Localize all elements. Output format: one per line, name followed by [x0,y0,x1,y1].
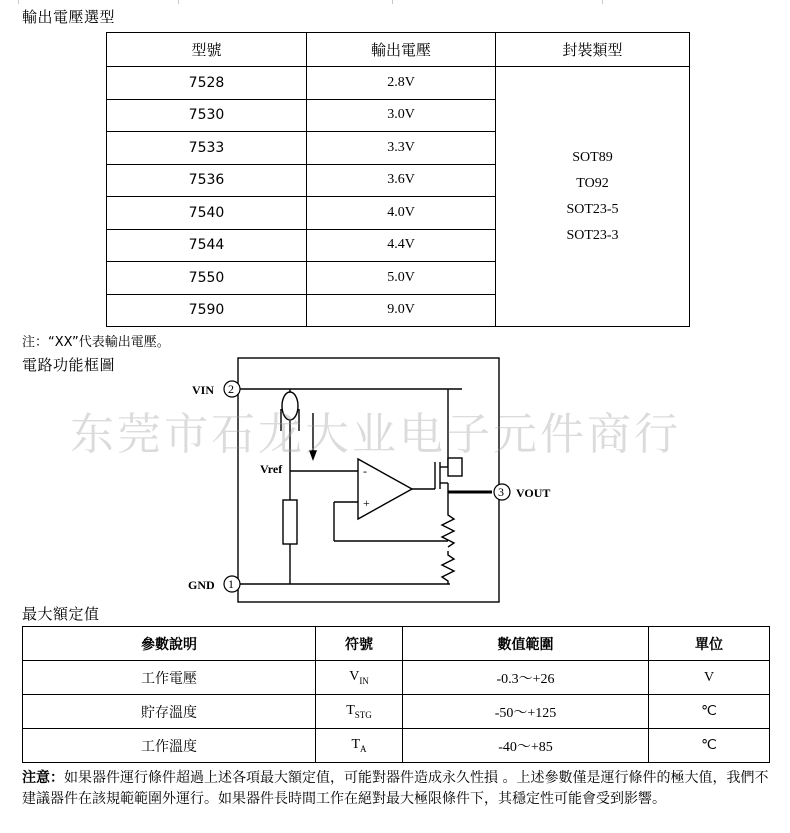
param-cell: 工作電壓 [23,661,316,695]
unit-cell: V [649,661,770,695]
model-cell: 7530 [107,99,307,132]
package-item: TO92 [576,175,609,191]
package-item: SOT23-5 [566,201,619,217]
divider-resistor-bottom [442,551,454,584]
pin-vout-number: 3 [498,485,504,499]
voltage-cell: 4.0V [307,197,496,230]
label-vref: Vref [260,462,283,476]
symbol-sub: IN [359,675,369,686]
symbol-main: V [349,669,360,685]
header-model: 型號 [107,33,307,67]
symbol-cell [316,695,403,729]
model-cell: 7550 [107,262,307,295]
section-title-max-ratings: 最大額定值 [22,605,100,623]
top-divider [0,0,790,4]
circuit-diagram [180,355,580,605]
model-cell: 7533 [107,132,307,165]
range-cell: -0.3～+26 [403,661,649,695]
symbol-main: T [351,737,361,753]
label-vout: VOUT [516,486,551,500]
voltage-cell: 3.0V [307,99,496,132]
symbol-sub: A [360,743,367,754]
pin-gnd-number: 1 [228,577,234,591]
pin-vin-number: 2 [228,382,234,396]
model-cell: 7590 [107,294,307,327]
header-unit: 單位 [649,627,770,661]
header-param: 參數說明 [23,627,316,661]
symbol-cell [316,661,403,695]
max-ratings-table [22,626,770,763]
voltage-cell: 4.4V [307,229,496,262]
model-cell: 7528 [107,67,307,100]
model-cell: 7540 [107,197,307,230]
package-item: SOT89 [572,149,613,165]
model-cell: 7536 [107,164,307,197]
watermark: 东莞市石龙大业电子元件商行 [70,409,681,460]
section-title-output-voltage: 輸出電壓選型 [22,8,116,26]
param-cell: 貯存溫度 [23,695,316,729]
resistor-symbol [283,500,297,544]
caution-label: 注意： [22,770,64,786]
label-gnd: GND [188,578,215,592]
caution-text: 如果器件運行條件超過上述各項最大額定值，可能對器件造成永久性損 。上述參數僅是運行條件的極大值，我們不建議器件在該規範範圍外運行。如果器件長時間工作在絕對最大極限條件下，其穩定性可能會受到影響。 [22,770,769,807]
header-range: 數值範圍 [403,627,649,661]
package-cell [496,67,690,327]
model-cell: 7544 [107,229,307,262]
header-symbol: 符號 [316,627,403,661]
voltage-cell: 5.0V [307,262,496,295]
range-cell: -40～+85 [403,729,649,763]
package-item: SOT23-3 [566,227,619,243]
opamp-plus: + [363,496,370,510]
symbol-cell [316,729,403,763]
unit-cell: ℃ [649,695,770,729]
param-cell: 工作溫度 [23,729,316,763]
symbol-main: T [346,703,355,719]
voltage-cell: 9.0V [307,294,496,327]
voltage-selection-table [106,32,690,327]
header-voltage: 輸出電壓 [307,33,496,67]
note-xx: 注：“XX”代表輸出電壓。 [22,335,170,350]
voltage-cell: 3.3V [307,132,496,165]
symbol-sub: STG [354,709,372,720]
voltage-cell: 2.8V [307,67,496,100]
header-package: 封裝類型 [496,33,690,67]
range-cell: -50～+125 [403,695,649,729]
opamp-minus: - [363,464,367,478]
section-title-block-diagram: 電路功能框圖 [22,356,116,374]
label-vin: VIN [192,383,215,397]
caution-note [22,768,774,810]
unit-cell: ℃ [649,729,770,763]
voltage-cell: 3.6V [307,164,496,197]
